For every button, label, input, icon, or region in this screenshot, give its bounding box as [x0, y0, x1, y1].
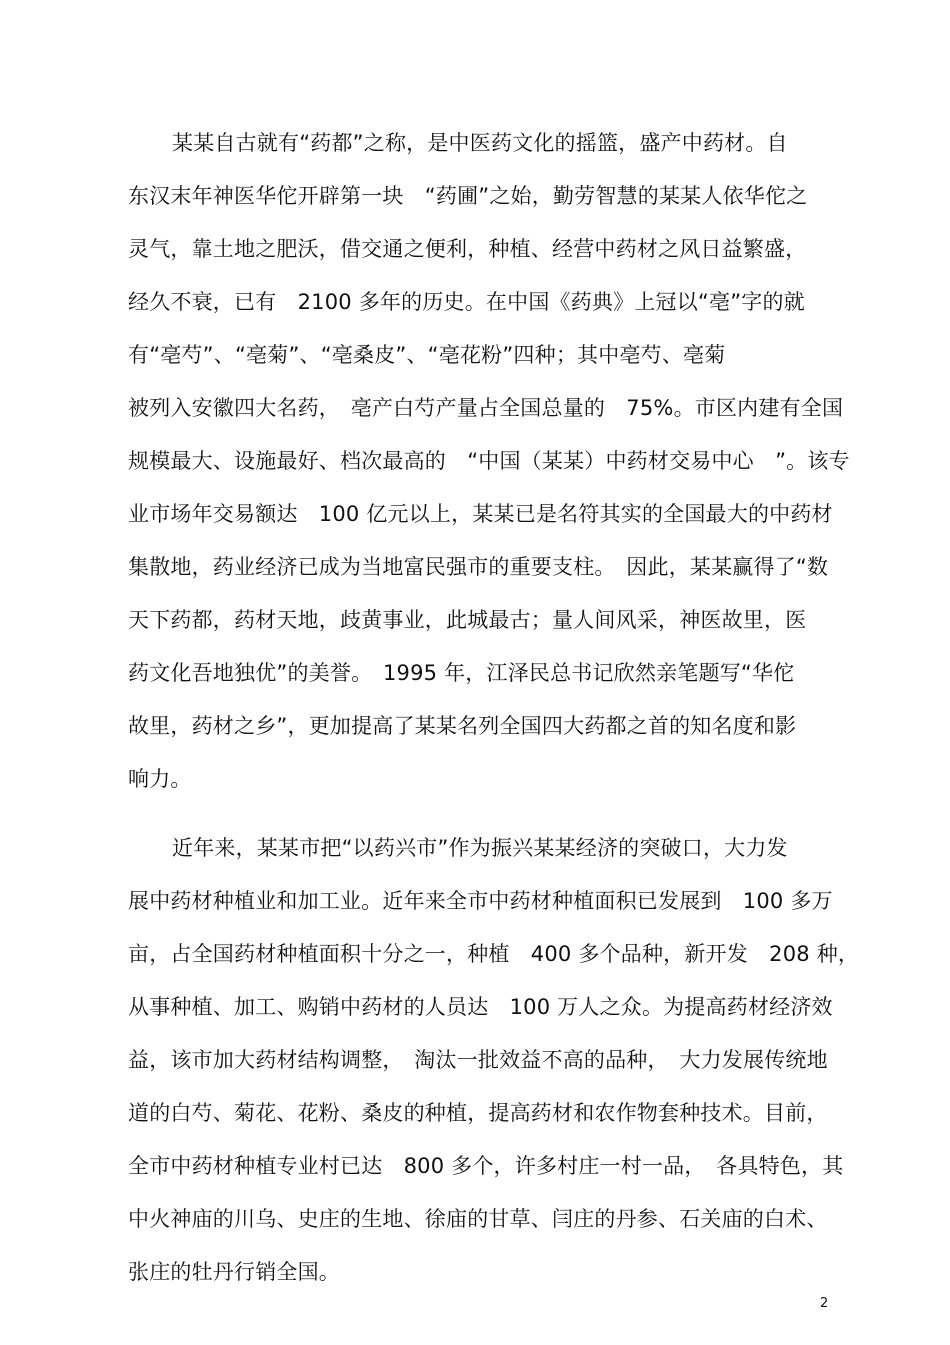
- paragraph-1-line-7: 规模最大、设施最好、档次最高的 “中国（某某）中药材交易中心 ”。该专: [128, 449, 850, 473]
- paragraph-2-line-9: 张庄的牡丹行销全国。: [128, 1260, 340, 1284]
- page-number: 2: [820, 1296, 829, 1311]
- paragraph-1-line-8: 业市场年交易额达 100 亿元以上，某某已是名符其实的全国最大的中药材: [128, 502, 833, 526]
- paragraph-1-line-2: 东汉末年神医华佗开辟第一块 “药圃”之始，勤劳智慧的某某人依华佗之: [128, 184, 808, 208]
- paragraph-2-line-6: 道的白芍、菊花、花粉、桑皮的种植，提高药材和农作物套种技术。目前，: [128, 1101, 828, 1125]
- paragraph-1-line-12: 故里，药材之乡”，更加提高了某某名列全国四大药都之首的知名度和影: [128, 714, 797, 738]
- paragraph-1-line-5: 有“亳芍”、“亳菊”、“亳桑皮”、“亳花粉”四种；其中亳芍、亳菊: [128, 343, 726, 367]
- paragraph-2-line-3: 亩，占全国药材种植面积十分之一，种植 400 多个品种，新开发 208 种，: [128, 942, 860, 966]
- paragraph-1-line-9: 集散地，药业经济已成为当地富民强市的重要支柱。 因此，某某赢得了“数: [128, 555, 829, 579]
- paragraph-2-line-1: 近年来，某某市把“以药兴市”作为振兴某某经济的突破口，大力发: [172, 836, 788, 860]
- paragraph-2-line-8: 中火神庙的川乌、史庄的生地、徐庙的甘草、闫庄的丹参、石关庙的白术、: [128, 1207, 828, 1231]
- paragraph-2-line-4: 从事种植、加工、购销中药材的人员达 100 万人之众。为提高药材经济效: [128, 995, 833, 1019]
- paragraph-2-line-7: 全市中药材种植专业村已达 800 多个，许多村庄一村一品， 各具特色，其: [128, 1154, 844, 1178]
- paragraph-1-line-4: 经久不衰，已有 2100 多年的历史。在中国《药典》上冠以“亳”字的就: [128, 290, 805, 314]
- paragraph-1-line-13: 响力。: [128, 767, 192, 791]
- paragraph-1-line-10: 天下药都，药材天地，歧黄事业，此城最古；量人间风采，神医故里，医: [128, 608, 807, 632]
- paragraph-2-line-5: 益，该市加大药材结构调整， 淘汰一批效益不高的品种， 大力发展传统地: [128, 1048, 828, 1072]
- paragraph-1-line-11: 药文化吾地独优”的美誉。 1995 年，江泽民总书记欣然亲笔题写“华佗: [128, 661, 795, 685]
- paragraph-1-line-3: 灵气，靠土地之肥沃，借交通之便利，种植、经营中药材之风日益繁盛，: [128, 237, 807, 261]
- paragraph-1-line-6: 被列入安徽四大名药， 亳产白芍产量占全国总量的 75%。市区内建有全国: [128, 396, 844, 420]
- paragraph-2-line-2: 展中药材种植业和加工业。近年来全市中药材种植面积已发展到 100 多万: [128, 889, 833, 913]
- paragraph-1-line-1: 某某自古就有“药都”之称，是中医药文化的摇篮，盛产中药材。自: [172, 131, 788, 155]
